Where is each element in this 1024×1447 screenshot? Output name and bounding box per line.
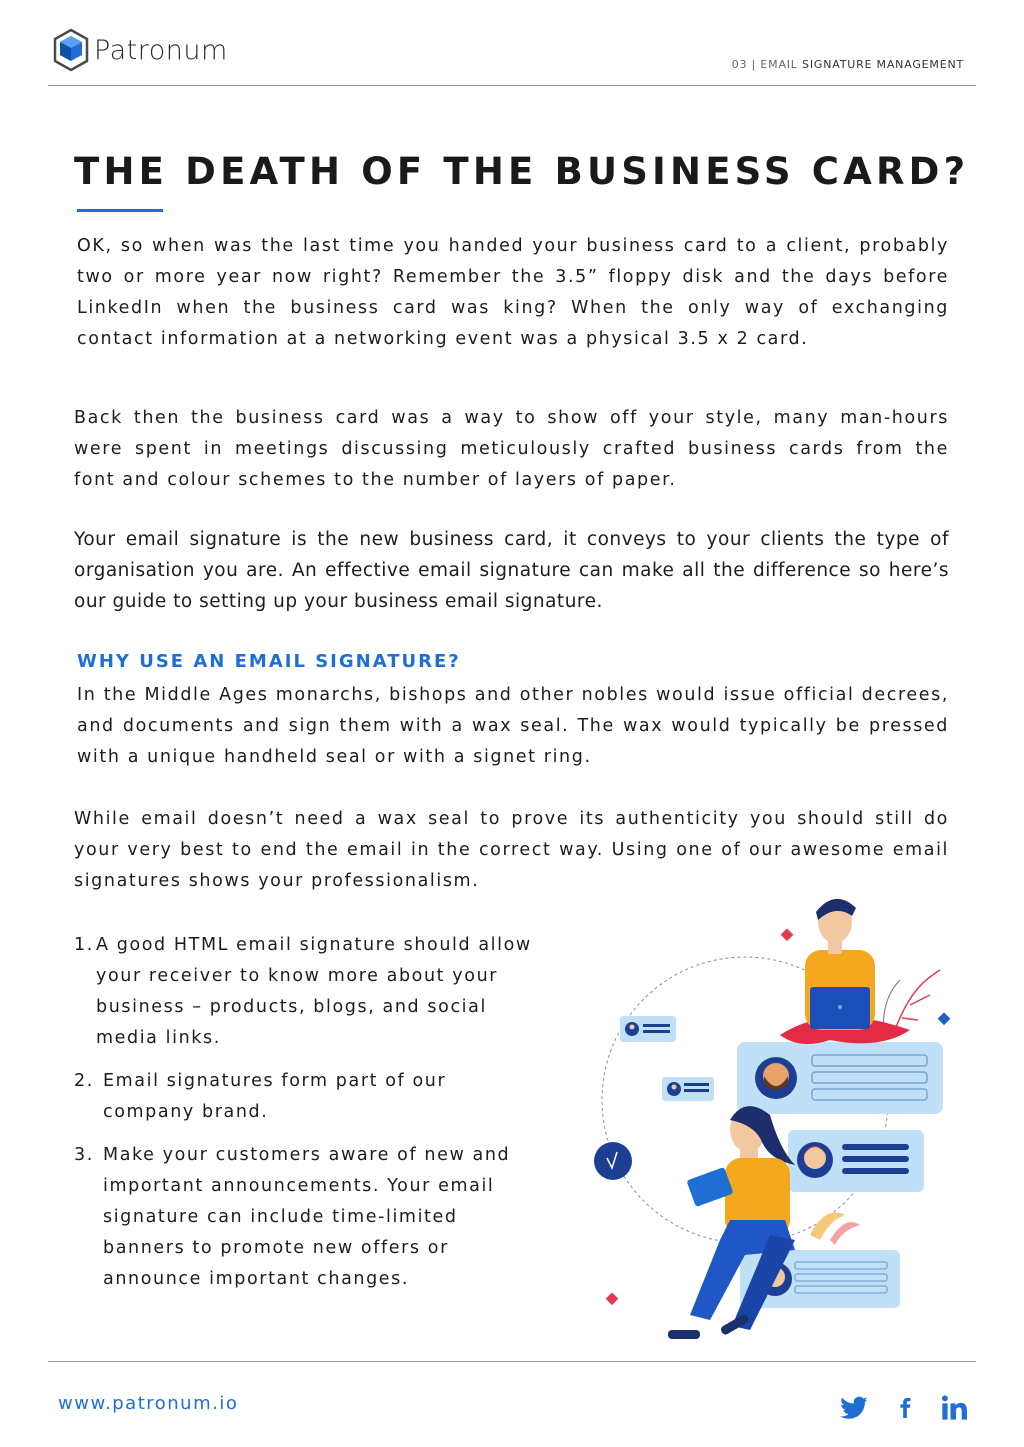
list-item <box>74 1066 493 1128</box>
list-item <box>74 930 551 1054</box>
patronum-logo[interactable] <box>52 28 228 72</box>
list-number: 1. <box>74 935 94 955</box>
section-number: 03 | EMAIL <box>731 58 798 71</box>
intro-paragraph: OK, so when was the last time you handed your business card to a client, probably two or more year now right? Remember the 3.5” floppy disk and the days before LinkedIn when the business card was king? When the only way of exchanging contact information at a networking event was a physical 3.5 x 2 card. <box>77 236 949 349</box>
list-number: 2. <box>74 1071 94 1091</box>
list-text: Email signatures form part of our company brand. <box>103 1071 447 1122</box>
wax-seal-paragraph: While email doesn’t need a wax seal to prove its authenticity you should still do your very best to end the email in the correct way. Using one of our awesome email signatures shows your professionalism. <box>74 809 949 891</box>
section-title: SIGNATURE MANAGEMENT <box>802 58 964 71</box>
benefits-list <box>74 930 554 1307</box>
title-underline <box>77 209 163 212</box>
section-label <box>732 58 964 71</box>
list-number: 3. <box>74 1145 94 1165</box>
header-divider <box>48 85 976 86</box>
middle-ages-paragraph: In the Middle Ages monarchs, bishops and other nobles would issue official decrees, and documents and sign them with a wax seal. The wax would typically be pressed with a unique handheld seal or with a signet ring. <box>77 685 949 767</box>
list-item <box>74 1140 518 1295</box>
linkedin-icon[interactable] <box>940 1393 968 1423</box>
business-card-paragraph: Back then the business card was a way to show off your style, many man-hours were spent in meetings discussing meticulously crafted business cards from the font and colour schemes to the number of layers of paper. <box>74 408 949 490</box>
list-text: A good HTML email signature should allow your receiver to know more about your business – products, blogs, and social media links. <box>96 935 532 1048</box>
patronum-logo-icon <box>52 28 90 72</box>
logo-text: Patronum <box>94 34 228 66</box>
facebook-icon[interactable] <box>894 1393 916 1423</box>
list-text: Make your customers aware of new and important announcements. Your email signature can include time-limited banners to promote new offers or announce important changes. <box>103 1145 511 1289</box>
website-link[interactable]: www.patronum.io <box>58 1393 239 1414</box>
footer-divider <box>48 1361 976 1362</box>
twitter-icon[interactable] <box>838 1393 870 1423</box>
people-email-illustration <box>580 890 980 1360</box>
section-subheading: WHY USE AN EMAIL SIGNATURE? <box>77 651 461 672</box>
email-signature-paragraph: Your email signature is the new business card, it conveys to your clients the type of organisation you are. An effective email signature can make all the difference so here’s our guide to setting up your business email signature. <box>74 529 949 612</box>
page-title: THE DEATH OF THE BUSINESS CARD? <box>74 150 970 193</box>
